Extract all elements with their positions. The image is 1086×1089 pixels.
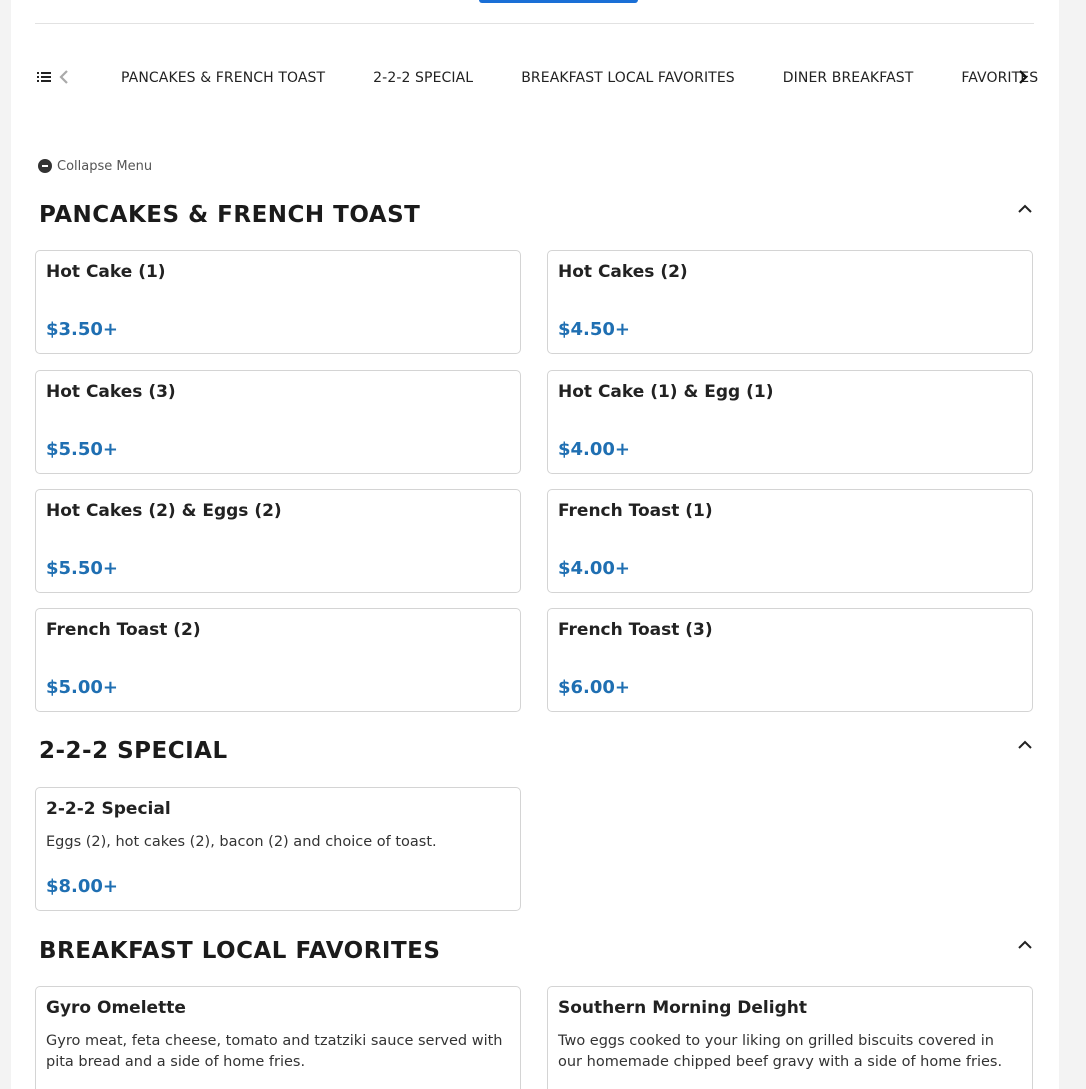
list-icon[interactable] [37,70,51,84]
menu-item-card[interactable] [35,608,521,712]
menu-item-card[interactable] [547,489,1033,593]
item-price: $3.50+ [46,319,119,340]
chevron-up-icon[interactable] [1018,740,1032,750]
item-price: $5.50+ [46,439,119,460]
menu-item-card[interactable] [35,787,521,911]
item-price: $4.00+ [558,439,631,460]
tab-diner-breakfast[interactable]: DINER BREAKFAST [782,70,914,86]
top-button[interactable] [479,0,638,3]
minus-circle-icon [38,159,52,173]
menu-item-card[interactable] [35,250,521,354]
tab-breakfast-local-favorites[interactable]: BREAKFAST LOCAL FAVORITES [521,70,735,86]
item-description: Gyro meat, feta cheese, tomato and tzatziki sauce served with pita bread and a side of home fries. [46,1033,503,1070]
collapse-menu-button[interactable] [38,157,152,175]
section-title: BREAKFAST LOCAL FAVORITES [39,938,441,964]
item-name: Hot Cakes (3) [46,382,176,402]
menu-item-card[interactable] [35,489,521,593]
item-price: $4.50+ [558,319,631,340]
item-description: Two eggs cooked to your liking on grilled biscuits covered in our homemade chipped beef gravy with a side of home fries. [558,1033,1003,1070]
item-price: $5.00+ [46,677,119,698]
menu-item-card[interactable] [547,370,1033,474]
tab-favorites[interactable]: FAVORITES [961,70,1039,86]
section-title: PANCAKES & FRENCH TOAST [39,202,421,228]
item-name: French Toast (1) [558,501,713,521]
tab-2-2-2-special[interactable]: 2-2-2 SPECIAL [373,70,474,86]
menu-item-card[interactable] [547,986,1033,1089]
item-price: $6.00+ [558,677,631,698]
item-name: Southern Morning Delight [558,998,807,1018]
chevron-right-icon[interactable] [1018,70,1028,84]
tab-pancakes-french-toast[interactable]: PANCAKES & FRENCH TOAST [121,70,326,86]
menu-item-card[interactable] [547,608,1033,712]
item-name: 2-2-2 Special [46,799,171,819]
menu-item-card[interactable] [547,250,1033,354]
section-title: 2-2-2 SPECIAL [39,738,228,764]
item-name: French Toast (3) [558,620,713,640]
item-name: Hot Cake (1) & Egg (1) [558,382,774,402]
item-description: Eggs (2), hot cakes (2), bacon (2) and choice of toast. [46,834,437,850]
item-price: $5.50+ [46,558,119,579]
menu-item-card[interactable] [35,370,521,474]
menu-item-card[interactable] [35,986,521,1089]
chevron-left-icon[interactable] [59,70,69,84]
item-name: Hot Cake (1) [46,262,166,282]
chevron-up-icon[interactable] [1018,940,1032,950]
item-name: Hot Cakes (2) & Eggs (2) [46,501,282,521]
item-name: Gyro Omelette [46,998,186,1018]
item-name: Hot Cakes (2) [558,262,688,282]
item-price: $8.00+ [46,876,119,897]
top-divider [35,0,1034,24]
category-nav [35,56,1039,100]
menu-page [11,0,1059,1089]
collapse-menu-label: Collapse Menu [57,158,153,174]
item-price: $4.00+ [558,558,631,579]
chevron-up-icon[interactable] [1018,204,1032,214]
item-name: French Toast (2) [46,620,201,640]
category-tabs [95,56,1039,100]
